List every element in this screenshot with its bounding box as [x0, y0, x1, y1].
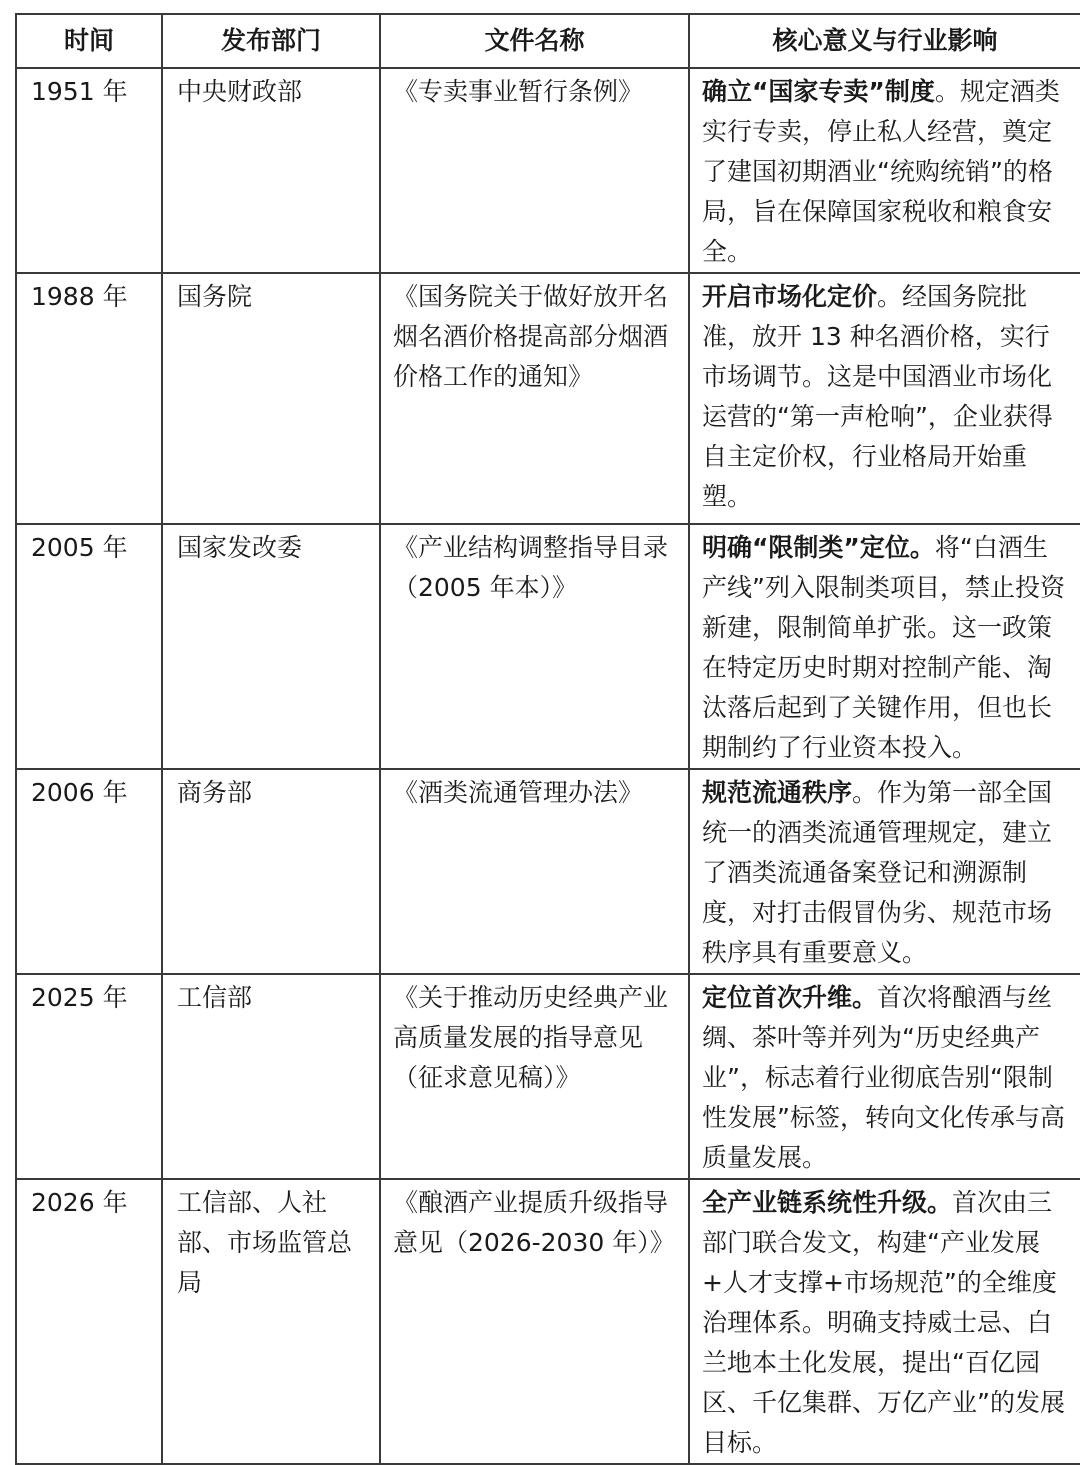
significance-lead: 开启市场化定价 — [702, 282, 878, 311]
cell-year: 2006 年 — [16, 769, 162, 974]
header-significance: 核心意义与行业影响 — [689, 14, 1080, 68]
policy-timeline-table — [15, 13, 1080, 1465]
cell-department: 商务部 — [162, 769, 380, 974]
header-department: 发布部门 — [162, 14, 380, 68]
significance-text: 。作为第一部全国统一的酒类流通管理规定，建立了酒类流通备案登记和溯源制度，对打击假冒伪劣、规范市场秩序具有重要意义。 — [702, 778, 1053, 967]
cell-year: 2005 年 — [16, 524, 162, 769]
cell-year: 2025 年 — [16, 974, 162, 1179]
table-row — [16, 974, 1080, 1179]
cell-significance — [689, 273, 1080, 524]
cell-year: 1988 年 — [16, 273, 162, 524]
cell-document: 《关于推动历史经典产业高质量发展的指导意见（征求意见稿）》 — [380, 974, 689, 1179]
cell-document: 《产业结构调整指导目录（2005 年本）》 — [380, 524, 689, 769]
header-time: 时间 — [16, 14, 162, 68]
cell-document: 《国务院关于做好放开名烟名酒价格提高部分烟酒价格工作的通知》 — [380, 273, 689, 524]
significance-lead: 确立“国家专卖”制度 — [702, 77, 935, 106]
cell-department: 工信部、人社部、市场监管总局 — [162, 1179, 380, 1464]
significance-lead: 全产业链系统性升级。 — [702, 1188, 953, 1217]
table-row — [16, 524, 1080, 769]
significance-text: 首次将酿酒与丝绸、茶叶等并列为“历史经典产业”，标志着行业彻底告别“限制性发展”标签，转向文化传承与高质量发展。 — [702, 983, 1065, 1172]
cell-significance — [689, 68, 1080, 273]
header-document: 文件名称 — [380, 14, 689, 68]
table-row — [16, 1179, 1080, 1464]
table-row — [16, 68, 1080, 273]
significance-lead: 规范流通秩序 — [702, 778, 853, 807]
cell-document: 《酒类流通管理办法》 — [380, 769, 689, 974]
cell-department: 国家发改委 — [162, 524, 380, 769]
table-row — [16, 273, 1080, 524]
cell-significance — [689, 974, 1080, 1179]
cell-document: 《专卖事业暂行条例》 — [380, 68, 689, 273]
cell-department: 国务院 — [162, 273, 380, 524]
cell-year: 1951 年 — [16, 68, 162, 273]
header-row — [16, 14, 1080, 68]
cell-significance — [689, 524, 1080, 769]
cell-significance — [689, 1179, 1080, 1464]
significance-lead: 定位首次升维。 — [702, 983, 878, 1012]
cell-significance — [689, 769, 1080, 974]
significance-text: 将“白酒生产线”列入限制类项目，禁止投资新建，限制简单扩张。这一政策在特定历史时期对控制产能、淘汰落后起到了关键作用，但也长期制约了行业资本投入。 — [702, 533, 1065, 762]
cell-document: 《酿酒产业提质升级指导意见（2026-2030 年）》 — [380, 1179, 689, 1464]
cell-department: 中央财政部 — [162, 68, 380, 273]
cell-department: 工信部 — [162, 974, 380, 1179]
significance-lead: 明确“限制类”定位。 — [702, 533, 935, 562]
significance-text: 首次由三部门联合发文，构建“产业发展+人才支撑+市场规范”的全维度治理体系。明确支持威士忌、白兰地本土化发展，提出“百亿园区、千亿集群、万亿产业”的发展目标。 — [702, 1188, 1065, 1457]
table-row — [16, 769, 1080, 974]
cell-year: 2026 年 — [16, 1179, 162, 1464]
significance-text: 。规定酒类实行专卖，停止私人经营，奠定了建国初期酒业“统购统销”的格局，旨在保障国家税收和粮食安全。 — [702, 77, 1060, 266]
significance-text: 。经国务院批准，放开 13 种名酒价格，实行市场调节。这是中国酒业市场化运营的“第一声枪响”，企业获得自主定价权，行业格局开始重塑。 — [702, 282, 1053, 511]
